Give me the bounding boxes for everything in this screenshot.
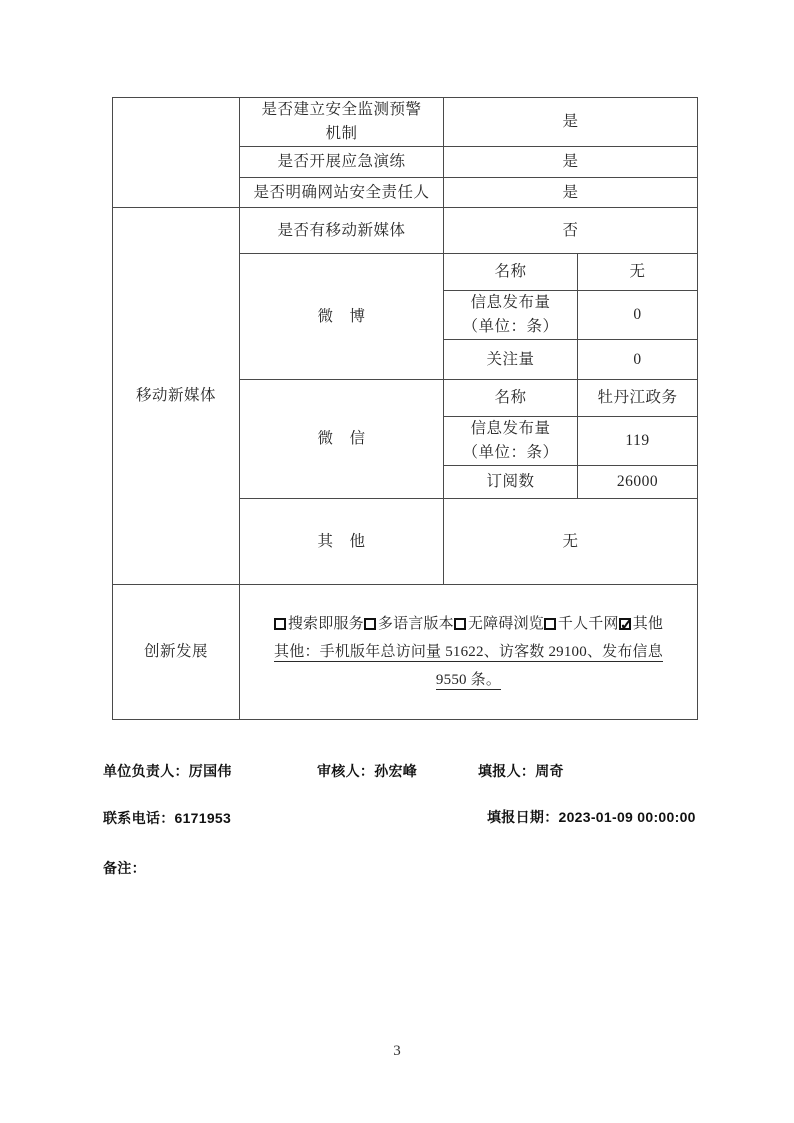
key-line: 信息发布量	[470, 294, 551, 312]
answer-cell: 否	[444, 208, 698, 254]
table-row	[113, 208, 698, 254]
question-cell-emergency-drill: 是否开展应急演练	[240, 147, 444, 178]
value-cell-wechat-name: 牡丹江政务	[578, 380, 698, 417]
innovation-options	[240, 610, 697, 638]
value-cell-wechat-posts: 119	[578, 417, 698, 466]
key-cell-wechat-posts	[444, 417, 578, 466]
key-cell-weibo-name: 名称	[444, 254, 578, 291]
key-cell-wechat-name: 名称	[444, 380, 578, 417]
answer-cell: 是	[444, 178, 698, 208]
subcategory-cell-other: 其 他	[240, 499, 444, 585]
key-line: （单位：条）	[462, 318, 559, 336]
innovation-detail-line: 其他：手机版年总访问量 51622、访客数 29100、发布信息	[274, 644, 663, 661]
option-personalized	[544, 616, 619, 632]
key-cell-weibo-followers: 关注量	[444, 340, 578, 380]
key-line: （单位：条）	[462, 444, 559, 462]
filler-field: 填报人：周奇	[478, 763, 564, 779]
value-cell-weibo-posts: 0	[578, 291, 698, 340]
checkbox-unchecked-icon	[364, 618, 376, 630]
table-row	[113, 585, 698, 720]
contact-phone-field: 联系电话：6171953	[103, 810, 232, 826]
value-cell-other: 无	[444, 499, 698, 585]
innovation-detail-line: 9550 条。	[435, 672, 502, 689]
question-cell-security-mechanism	[240, 98, 444, 147]
page-number: 3	[393, 1043, 401, 1059]
category-cell-innovation: 创新发展	[113, 585, 240, 720]
category-cell-empty	[113, 98, 240, 208]
subcategory-cell-weibo: 微 博	[240, 254, 444, 380]
checkbox-unchecked-icon	[274, 618, 286, 630]
option-multilanguage	[364, 616, 454, 632]
question-line: 是否建立安全监测预警	[261, 101, 422, 118]
checkbox-checked-icon	[619, 618, 631, 630]
option-accessibility	[454, 616, 544, 632]
report-table	[112, 97, 698, 720]
key-line: 信息发布量	[470, 420, 551, 438]
option-other	[619, 616, 663, 632]
question-cell-has-mobile-media: 是否有移动新媒体	[240, 208, 444, 254]
subcategory-cell-wechat: 微 信	[240, 380, 444, 499]
answer-cell: 是	[444, 147, 698, 178]
checkbox-unchecked-icon	[544, 618, 556, 630]
value-cell-weibo-followers: 0	[578, 340, 698, 380]
key-cell-weibo-posts	[444, 291, 578, 340]
answer-cell: 是	[444, 98, 698, 147]
option-search-service	[274, 616, 364, 632]
unit-head-field: 单位负责人：厉国伟	[103, 763, 232, 779]
category-cell-mobile-media: 移动新媒体	[113, 208, 240, 585]
checkbox-unchecked-icon	[454, 618, 466, 630]
question-line: 机制	[325, 125, 358, 143]
option-label: 多语言版本	[377, 616, 454, 633]
question-cell-security-responsible: 是否明确网站安全责任人	[240, 178, 444, 208]
value-cell-wechat-subscribers: 26000	[578, 466, 698, 499]
option-label: 千人千网	[557, 616, 619, 633]
reviewer-field: 审核人：孙宏峰	[317, 763, 418, 779]
option-label: 搜索即服务	[287, 616, 364, 633]
table-row	[113, 98, 698, 147]
innovation-content-cell	[240, 585, 698, 720]
remark-label: 备注：	[103, 860, 146, 876]
key-cell-wechat-subscribers: 订阅数	[444, 466, 578, 499]
option-label: 其他	[632, 616, 664, 633]
option-label: 无障碍浏览	[467, 616, 544, 633]
filing-date-field: 填报日期：2023-01-09 00:00:00	[487, 809, 696, 825]
value-cell-weibo-name: 无	[578, 254, 698, 291]
